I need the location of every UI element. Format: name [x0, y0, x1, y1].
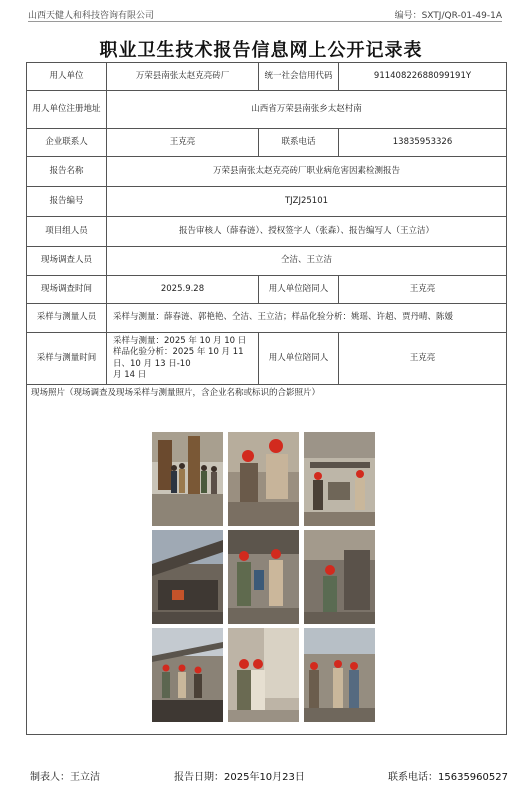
survey-time-label: 现场调查时间 — [27, 276, 107, 304]
site-photo — [152, 530, 223, 624]
record-table — [26, 62, 507, 735]
table-row — [27, 276, 507, 304]
address-value: 山西省万荣县南张乡太赵村南 — [107, 91, 507, 129]
report-name-value: 万荣县南张太赵克亮砖厂职业病危害因素检测报告 — [107, 157, 507, 187]
page-title: 职业卫生技术报告信息网上公开记录表 — [99, 40, 423, 61]
preparer: 制表人：王立洁 — [30, 772, 100, 783]
survey-staff-label: 现场调查人员 — [27, 247, 107, 276]
credit-code-value: 91140822688099191Y — [339, 63, 507, 91]
page-header — [28, 8, 502, 22]
employer-value: 万荣县南张太赵克亮砖厂 — [107, 63, 259, 91]
sampling-time-label: 采样与测量时间 — [27, 333, 107, 385]
escort2-value: 王克亮 — [339, 333, 507, 385]
team-value: 报告审核人（薛春涟）、授权签字人（张森）、报告编写人（王立洁） — [107, 217, 507, 247]
sampling-time-line: 采样与测量：2025 年 10 月 10 日 — [113, 335, 247, 346]
site-photo — [152, 432, 223, 526]
report-name-label: 报告名称 — [27, 157, 107, 187]
report-no-label: 报告编号 — [27, 187, 107, 217]
site-photo — [228, 628, 299, 722]
report-no-value: TJZJ25101 — [107, 187, 507, 217]
contact-value: 王克亮 — [107, 129, 259, 157]
contact-tel: 联系电话：15635960527 — [388, 772, 508, 783]
sampling-staff-value: 采样与测量：薛春涟、郭艳艳、仝洁、王立洁；样品化验分析：姚瑶、许超、贾丹晴、陈媛 — [107, 304, 507, 333]
site-photo — [228, 530, 299, 624]
company-name: 山西天健人和科技咨询有限公司 — [28, 11, 155, 21]
phone-label: 联系电话 — [259, 129, 339, 157]
sampling-time-line: 样品化验分析：2025 年 10 月 11 日、10 月 13 日-10 — [113, 347, 244, 369]
address-label: 用人单位注册地址 — [27, 91, 107, 129]
document-code: 编号：SXTJ/QR-01-49-1A — [394, 11, 502, 21]
sampling-staff-label: 采样与测量人员 — [27, 304, 107, 333]
sampling-time-value — [107, 333, 259, 385]
photos-caption: 现场照片（现场调查及现场采样与测量照片，含企业名称或标识的合影照片） — [31, 388, 321, 398]
escort2-label: 用人单位陪同人 — [259, 333, 339, 385]
site-photo — [304, 530, 375, 624]
site-photo — [152, 628, 223, 722]
table-row — [27, 157, 507, 187]
escort-value: 王克亮 — [339, 276, 507, 304]
site-photo — [304, 432, 375, 526]
table-row — [27, 304, 507, 333]
table-row — [27, 129, 507, 157]
table-row — [27, 91, 507, 129]
table-row — [27, 247, 507, 276]
site-photo — [304, 628, 375, 722]
credit-code-label: 统一社会信用代码 — [259, 63, 339, 91]
survey-time-value: 2025.9.28 — [107, 276, 259, 304]
contact-label: 企业联系人 — [27, 129, 107, 157]
sampling-time-line: 月 14 日 — [113, 369, 147, 380]
photos-cell — [27, 385, 507, 735]
survey-staff-value: 仝洁、王立洁 — [107, 247, 507, 276]
escort-label: 用人单位陪同人 — [259, 276, 339, 304]
table-row — [27, 385, 507, 735]
table-row — [27, 217, 507, 247]
table-row — [27, 333, 507, 385]
team-label: 项目组人员 — [27, 217, 107, 247]
report-date: 报告日期：2025年10月23日 — [174, 772, 305, 783]
phone-value: 13835953326 — [339, 129, 507, 157]
photo-grid — [152, 432, 375, 722]
table-row — [27, 63, 507, 91]
employer-label: 用人单位 — [27, 63, 107, 91]
site-photo — [228, 432, 299, 526]
table-row — [27, 187, 507, 217]
